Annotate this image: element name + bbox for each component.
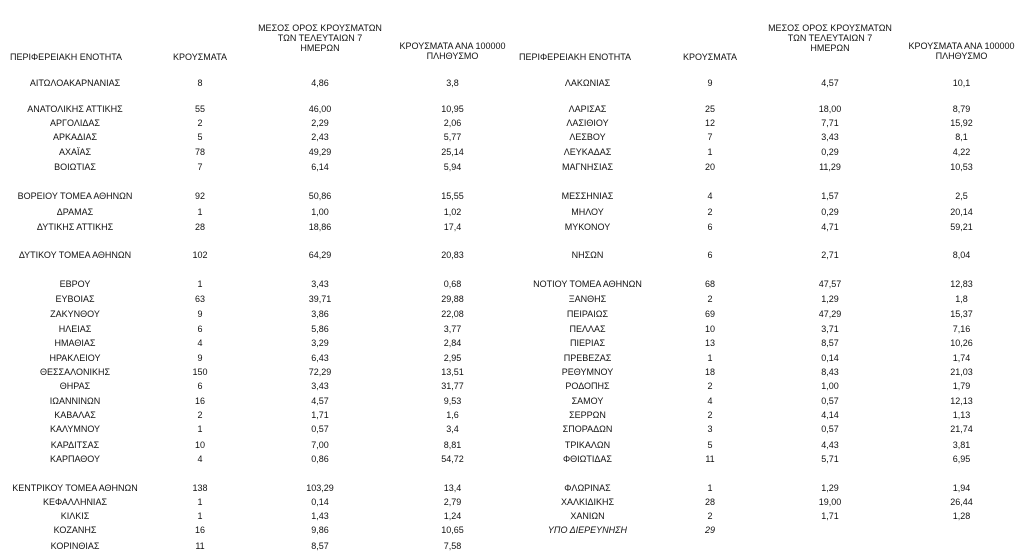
cases-cell: 13 (704, 338, 715, 348)
region-cell: ΗΛΕΙΑΣ (58, 324, 92, 334)
avg7-cell: 2,71 (821, 250, 839, 260)
avg7-cell: 11,29 (819, 162, 841, 172)
cases-cell: 10 (704, 324, 715, 334)
region-cell: ΜΥΚΟΝΟΥ (564, 222, 611, 232)
table-row (0, 541, 515, 552)
table-row (0, 250, 515, 261)
region-cell: ΚΟΖΑΝΗΣ (53, 525, 97, 535)
table-row (515, 207, 1024, 218)
per100k-cell: 3,81 (952, 440, 971, 450)
cases-cell: 78 (194, 147, 205, 157)
region-cell: ΑΝΑΤΟΛΙΚΗΣ ΑΤΤΙΚΗΣ (27, 104, 123, 114)
per100k-cell: 3,4 (446, 424, 459, 434)
table-row (515, 511, 1024, 522)
region-cell: ΚΙΛΚΙΣ (60, 511, 90, 521)
cases-cell: 5 (707, 440, 713, 450)
table-row (515, 78, 1024, 89)
avg7-cell: 1,00 (821, 381, 839, 391)
header-avg7-line1: ΜΕΣΟΣ ΟΡΟΣ ΚΡΟΥΣΜΑΤΩΝ (768, 23, 892, 33)
table-row (0, 440, 515, 451)
table-row (515, 353, 1024, 364)
cases-cell: 18 (704, 367, 715, 377)
table-row (0, 279, 515, 290)
avg7-cell: 1,29 (821, 294, 839, 304)
header-cases: ΚΡΟΥΣΜΑΤΑ (683, 52, 737, 62)
avg7-cell: 64,29 (308, 250, 332, 260)
avg7-cell: 49,29 (308, 147, 332, 157)
cases-cell: 6 (707, 222, 713, 232)
cases-cell: 1 (197, 279, 203, 289)
region-cell: ΑΡΚΑΔΙΑΣ (52, 132, 98, 142)
cases-cell: 68 (704, 279, 715, 289)
avg7-cell: 3,71 (821, 324, 839, 334)
region-cell: ΧΑΝΙΩΝ (570, 511, 605, 521)
header-avg7-line2: ΤΩΝ ΤΕΛΕΥΤΑΙΩΝ 7 (787, 33, 873, 43)
avg7-cell: 6,14 (311, 162, 329, 172)
table-row (515, 279, 1024, 290)
header-per100k (390, 41, 515, 61)
avg7-cell: 0,57 (821, 396, 839, 406)
per100k-cell: 12,83 (950, 279, 973, 289)
region-cell: ΞΑΝΘΗΣ (568, 294, 607, 304)
table-row (0, 78, 515, 89)
per100k-cell: 10,95 (441, 104, 464, 114)
avg7-cell: 0,14 (821, 353, 839, 363)
table-row (515, 338, 1024, 349)
cases-cell: 5 (197, 132, 203, 142)
cases-cell: 150 (192, 367, 208, 377)
avg7-cell: 3,43 (311, 381, 329, 391)
region-cell: ΖΑΚΥΝΘΟΥ (50, 309, 100, 319)
avg7-cell: 4,14 (821, 410, 839, 420)
region-cell: ΧΑΛΚΙΔΙΚΗΣ (560, 497, 615, 507)
cases-cell: 4 (197, 338, 203, 348)
region-cell: ΛΕΥΚΑΔΑΣ (563, 147, 612, 157)
table-row (0, 367, 515, 378)
region-cell: ΚΑΡΠΑΘΟΥ (49, 454, 101, 464)
avg7-cell: 8,43 (821, 367, 839, 377)
avg7-cell: 0,57 (311, 424, 329, 434)
cases-cell: 1 (707, 353, 713, 363)
avg7-cell: 50,86 (308, 191, 332, 201)
region-cell: ΗΜΑΘΙΑΣ (54, 338, 96, 348)
table-row (0, 381, 515, 392)
per100k-cell: 6,95 (952, 454, 971, 464)
cases-cell: 6 (197, 381, 203, 391)
header-avg7-line3: ΗΜΕΡΩΝ (300, 43, 340, 53)
region-cell: ΜΑΓΝΗΣΙΑΣ (561, 162, 614, 172)
avg7-cell: 1,57 (821, 191, 839, 201)
table-row (515, 191, 1024, 202)
cases-cell: 4 (707, 191, 713, 201)
per100k-cell: 10,1 (952, 78, 971, 88)
table-row (515, 222, 1024, 233)
avg7-cell: 7,00 (311, 440, 329, 450)
cases-cell: 16 (194, 396, 205, 406)
region-cell: ΑΧΑΪΑΣ (58, 147, 92, 157)
per100k-cell: 15,92 (950, 118, 973, 128)
per100k-cell: 9,53 (443, 396, 462, 406)
region-cell: ΣΕΡΡΩΝ (569, 410, 606, 420)
header-per100k-line1: ΚΡΟΥΣΜΑΤΑ ΑΝΑ 100000 (908, 41, 1015, 51)
table-row (0, 222, 515, 233)
region-cell: ΤΡΙΚΑΛΩΝ (564, 440, 611, 450)
per100k-cell: 2,06 (443, 118, 462, 128)
table-row (0, 497, 515, 508)
per100k-cell: 10,53 (950, 162, 973, 172)
avg7-cell: 1,43 (311, 511, 329, 521)
per100k-cell: 54,72 (441, 454, 464, 464)
table-row (0, 338, 515, 349)
table-row (515, 324, 1024, 335)
per100k-cell: 20,14 (950, 207, 973, 217)
region-cell: ΠΙΕΡΙΑΣ (569, 338, 606, 348)
region-cell: ΙΩΑΝΝΙΝΩΝ (49, 396, 101, 406)
avg7-cell: 18,86 (308, 222, 332, 232)
region-cell: ΣΠΟΡΑΔΩΝ (562, 424, 613, 434)
avg7-cell: 4,57 (311, 396, 329, 406)
cases-cell: 2 (197, 410, 203, 420)
region-cell: ΠΕΙΡΑΙΩΣ (566, 309, 609, 319)
avg7-cell: 9,86 (311, 525, 329, 535)
table-row (0, 207, 515, 218)
table-row (0, 454, 515, 465)
region-cell: ΦΘΙΩΤΙΔΑΣ (563, 454, 612, 464)
cases-cell: 1 (197, 497, 203, 507)
avg7-cell: 0,29 (821, 207, 839, 217)
header-region: ΠΕΡΙΦΕΡΕΙΑΚΗ ΕΝΟΤΗΤΑ (519, 52, 632, 62)
avg7-cell: 0,29 (821, 147, 839, 157)
cases-cell: 4 (707, 396, 713, 406)
region-cell: ΚΕΝΤΡΙΚΟΥ ΤΟΜΕΑ ΑΘΗΝΩΝ (12, 483, 138, 493)
avg7-cell: 4,86 (311, 78, 329, 88)
cases-cell: 1 (197, 207, 203, 217)
region-cell: ΠΡΕΒΕΖΑΣ (563, 353, 612, 363)
avg7-cell: 3,43 (821, 132, 839, 142)
region-cell: ΝΗΣΩΝ (571, 250, 604, 260)
table-row (0, 162, 515, 173)
avg7-cell: 4,43 (821, 440, 839, 450)
region-cell: ΗΡΑΚΛΕΙΟΥ (49, 353, 101, 363)
right-table (515, 0, 1024, 549)
avg7-cell: 46,00 (308, 104, 332, 114)
cases-cell: 1 (197, 511, 203, 521)
region-cell: ΡΟΔΟΠΗΣ (565, 381, 610, 391)
region-cell: ΚΑΡΔΙΤΣΑΣ (50, 440, 100, 450)
per100k-cell: 1,24 (443, 511, 462, 521)
cases-cell: 3 (707, 424, 713, 434)
table-row (515, 309, 1024, 320)
avg7-cell: 103,29 (306, 483, 334, 493)
header-per100k-line1: ΚΡΟΥΣΜΑΤΑ ΑΝΑ 100000 (399, 41, 506, 51)
region-cell: ΦΛΩΡΙΝΑΣ (564, 483, 611, 493)
avg7-cell: 3,29 (311, 338, 329, 348)
avg7-cell: 19,00 (818, 497, 842, 507)
cases-cell: 138 (192, 483, 208, 493)
header-per100k-line2: ΠΛΗΘΥΣΜΟ (426, 51, 479, 61)
cases-cell: 4 (197, 454, 203, 464)
per100k-cell: 59,21 (950, 222, 973, 232)
region-cell: ΡΕΘΥΜΝΟΥ (561, 367, 614, 377)
avg7-cell: 8,57 (821, 338, 839, 348)
region-cell: ΚΕΦΑΛΛΗΝΙΑΣ (42, 497, 108, 507)
cases-cell: 29 (704, 525, 715, 535)
per100k-cell: 5,77 (443, 132, 462, 142)
region-cell: ΜΕΣΣΗΝΙΑΣ (561, 191, 614, 201)
per100k-cell: 7,16 (952, 324, 971, 334)
avg7-cell: 0,57 (821, 424, 839, 434)
per100k-cell: 26,44 (950, 497, 973, 507)
per100k-cell: 3,8 (446, 78, 459, 88)
region-cell: ΚΑΛΥΜΝΟΥ (49, 424, 101, 434)
table-row (515, 396, 1024, 407)
cases-cell: 9 (197, 353, 203, 363)
table-row (0, 309, 515, 320)
header-per100k-line2: ΠΛΗΘΥΣΜΟ (935, 51, 988, 61)
avg7-cell: 47,57 (818, 279, 842, 289)
per100k-cell: 0,68 (443, 279, 462, 289)
table-row (515, 147, 1024, 158)
region-cell: ΛΕΣΒΟΥ (569, 132, 606, 142)
table-row (0, 525, 515, 536)
cases-cell: 2 (707, 207, 713, 217)
cases-cell: 6 (707, 250, 713, 260)
region-cell: ΔΥΤΙΚΗΣ ΑΤΤΙΚΗΣ (36, 222, 114, 232)
cases-cell: 2 (707, 410, 713, 420)
table-row (515, 250, 1024, 261)
region-cell: ΣΑΜΟΥ (571, 396, 604, 406)
table-row (0, 410, 515, 421)
table-row (515, 132, 1024, 143)
cases-cell: 9 (197, 309, 203, 319)
header-avg7 (250, 23, 390, 53)
region-cell: ΒΟΙΩΤΙΑΣ (54, 162, 96, 172)
cases-cell: 2 (707, 294, 713, 304)
per100k-cell: 31,77 (441, 381, 464, 391)
cases-cell: 55 (194, 104, 205, 114)
region-cell: ΔΡΑΜΑΣ (56, 207, 94, 217)
per100k-cell: 17,4 (443, 222, 462, 232)
region-cell: ΒΟΡΕΙΟΥ ΤΟΜΕΑ ΑΘΗΝΩΝ (17, 191, 133, 201)
header-per100k (899, 41, 1024, 61)
header-region: ΠΕΡΙΦΕΡΕΙΑΚΗ ΕΝΟΤΗΤΑ (10, 52, 123, 62)
per100k-cell: 2,5 (955, 191, 968, 201)
table-row (0, 294, 515, 305)
header-cases: ΚΡΟΥΣΜΑΤΑ (173, 52, 227, 62)
cases-cell: 1 (197, 424, 203, 434)
avg7-cell: 72,29 (308, 367, 332, 377)
avg7-cell: 5,86 (311, 324, 329, 334)
per100k-cell: 8,04 (952, 250, 971, 260)
avg7-cell: 2,43 (311, 132, 329, 142)
region-cell: ΑΡΓΟΛΙΔΑΣ (50, 118, 100, 128)
region-cell: ΕΒΡΟΥ (59, 279, 91, 289)
avg7-cell: 4,57 (821, 78, 839, 88)
avg7-cell: 3,43 (311, 279, 329, 289)
avg7-cell: 1,29 (821, 483, 839, 493)
region-cell: ΛΑΡΙΣΑΣ (568, 104, 607, 114)
cases-cell: 2 (197, 118, 203, 128)
avg7-cell: 8,57 (311, 541, 329, 551)
per100k-cell: 1,6 (446, 410, 459, 420)
table-row (0, 147, 515, 158)
cases-cell: 7 (197, 162, 203, 172)
avg7-cell: 6,43 (311, 353, 329, 363)
avg7-cell: 39,71 (308, 294, 332, 304)
table-row (0, 324, 515, 335)
cases-cell: 6 (197, 324, 203, 334)
per100k-cell: 22,08 (441, 309, 464, 319)
region-cell: ΝΟΤΙΟΥ ΤΟΜΕΑ ΑΘΗΝΩΝ (533, 279, 642, 289)
cases-cell: 11 (195, 541, 205, 551)
cases-cell: 10 (194, 440, 205, 450)
region-cell: ΕΥΒΟΙΑΣ (55, 294, 95, 304)
region-cell: ΑΙΤΩΛΟΑΚΑΡΝΑΝΙΑΣ (29, 78, 121, 88)
per100k-cell: 4,22 (952, 147, 971, 157)
cases-cell: 92 (194, 191, 205, 201)
region-cell: ΚΑΒΑΛΑΣ (54, 410, 96, 420)
table-row (0, 132, 515, 143)
cases-cell: 28 (194, 222, 205, 232)
avg7-cell: 1,00 (311, 207, 329, 217)
per100k-cell: 12,13 (950, 396, 973, 406)
per100k-cell: 8,81 (443, 440, 462, 450)
region-cell: ΛΑΚΩΝΙΑΣ (564, 78, 611, 88)
region-cell: ΚΟΡΙΝΘΙΑΣ (50, 541, 100, 551)
per100k-cell: 8,79 (952, 104, 971, 114)
per100k-cell: 2,95 (443, 353, 462, 363)
avg7-cell: 7,71 (821, 118, 839, 128)
per100k-cell: 1,8 (955, 294, 968, 304)
cases-cell: 1 (707, 483, 713, 493)
avg7-cell: 18,00 (818, 104, 842, 114)
cases-cell: 28 (704, 497, 715, 507)
per100k-cell: 5,94 (443, 162, 462, 172)
per100k-cell: 1,28 (952, 511, 971, 521)
per100k-cell: 8,1 (955, 132, 968, 142)
per100k-cell: 15,37 (950, 309, 973, 319)
region-cell: ΥΠΟ ΔΙΕΡΕΥΝΗΣΗ (547, 525, 628, 535)
table-row (0, 424, 515, 435)
table-row (515, 162, 1024, 173)
cases-cell: 102 (192, 250, 208, 260)
table-row (0, 353, 515, 364)
cases-cell: 1 (707, 147, 713, 157)
per100k-cell: 10,26 (950, 338, 973, 348)
region-cell: ΔΥΤΙΚΟΥ ΤΟΜΕΑ ΑΘΗΝΩΝ (18, 250, 132, 260)
cases-cell: 7 (707, 132, 713, 142)
region-cell: ΠΕΛΛΑΣ (569, 324, 606, 334)
header-avg7-line1: ΜΕΣΟΣ ΟΡΟΣ ΚΡΟΥΣΜΑΤΩΝ (258, 23, 382, 33)
avg7-cell: 1,71 (311, 410, 329, 420)
region-cell: ΘΗΡΑΣ (59, 381, 91, 391)
per100k-cell: 1,13 (952, 410, 971, 420)
header-avg7 (760, 23, 900, 53)
cases-cell: 25 (704, 104, 715, 114)
cases-cell: 63 (194, 294, 205, 304)
table-row (515, 525, 1024, 536)
table-row (515, 410, 1024, 421)
table-row (515, 483, 1024, 494)
table-row (0, 104, 515, 115)
table-row (515, 424, 1024, 435)
avg7-cell: 3,86 (311, 309, 329, 319)
table-row (515, 118, 1024, 129)
per100k-cell: 10,65 (441, 525, 464, 535)
table-row (0, 483, 515, 494)
avg7-cell: 5,71 (821, 454, 839, 464)
cases-cell: 8 (197, 78, 203, 88)
cases-cell: 11 (705, 454, 715, 464)
table-row (515, 294, 1024, 305)
per100k-cell: 25,14 (441, 147, 464, 157)
table-row (515, 367, 1024, 378)
per100k-cell: 2,79 (443, 497, 462, 507)
per100k-cell: 20,83 (441, 250, 464, 260)
avg7-cell: 2,29 (311, 118, 329, 128)
per100k-cell: 21,03 (950, 367, 973, 377)
cases-cell: 16 (194, 525, 205, 535)
per100k-cell: 21,74 (950, 424, 973, 434)
cases-cell: 2 (707, 381, 713, 391)
per100k-cell: 3,77 (443, 324, 462, 334)
cases-cell: 69 (704, 309, 715, 319)
cases-cell: 12 (704, 118, 715, 128)
table-row (0, 191, 515, 202)
per100k-cell: 15,55 (441, 191, 464, 201)
per100k-cell: 29,88 (441, 294, 464, 304)
region-cell: ΛΑΣΙΘΙΟΥ (566, 118, 609, 128)
cases-cell: 20 (704, 162, 715, 172)
table-row (515, 381, 1024, 392)
per100k-cell: 1,02 (443, 207, 462, 217)
per100k-cell: 7,58 (443, 541, 462, 551)
avg7-cell: 47,29 (818, 309, 842, 319)
table-row (515, 104, 1024, 115)
avg7-cell: 1,71 (821, 511, 839, 521)
table-row (515, 497, 1024, 508)
avg7-cell: 0,14 (311, 497, 329, 507)
per100k-cell: 1,79 (952, 381, 971, 391)
cases-cell: 9 (707, 78, 713, 88)
avg7-cell: 4,71 (821, 222, 839, 232)
per100k-cell: 1,74 (952, 353, 971, 363)
table-row (0, 396, 515, 407)
table-row (0, 511, 515, 522)
region-cell: ΘΕΣΣΑΛΟΝΙΚΗΣ (39, 367, 111, 377)
cases-cell: 2 (707, 511, 713, 521)
per100k-cell: 2,84 (443, 338, 462, 348)
table-row (0, 118, 515, 129)
header-avg7-line2: ΤΩΝ ΤΕΛΕΥΤΑΙΩΝ 7 (277, 33, 363, 43)
table-row (515, 440, 1024, 451)
region-cell: ΜΗΛΟΥ (571, 207, 604, 217)
per100k-cell: 13,51 (441, 367, 464, 377)
table-row (515, 454, 1024, 465)
per100k-cell: 1,94 (952, 483, 971, 493)
avg7-cell: 0,86 (311, 454, 329, 464)
per100k-cell: 13,4 (443, 483, 462, 493)
header-avg7-line3: ΗΜΕΡΩΝ (810, 43, 850, 53)
